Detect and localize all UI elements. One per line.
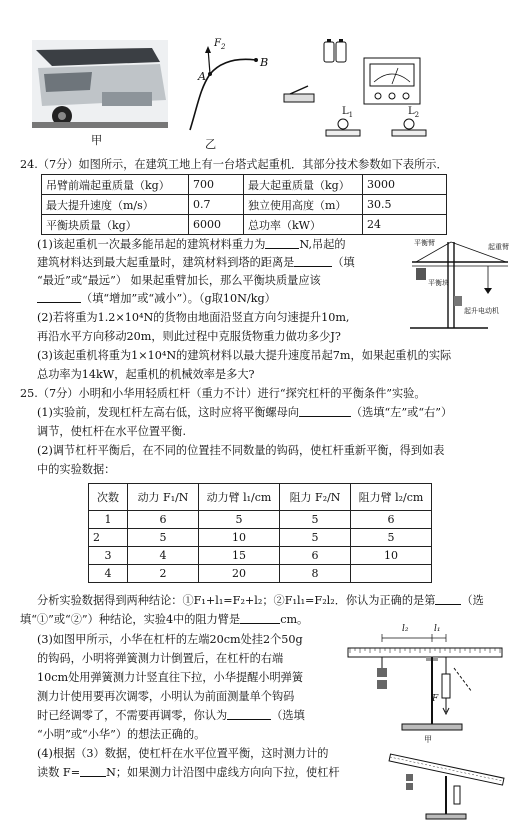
table-cell: 最大提升速度（m/s） xyxy=(42,195,189,215)
table-cell: 总功率（kW） xyxy=(244,215,363,235)
table-cell: 5 xyxy=(280,511,351,529)
table-cell: 5 xyxy=(351,529,432,547)
table-cell: 20 xyxy=(199,565,280,583)
q25-s1-line2: 调节，使杠杆在水平位置平衡. xyxy=(37,425,186,438)
crane-spec-table xyxy=(41,174,447,235)
l2-label: l₂ xyxy=(402,624,409,634)
q25-s3-line2: 的钩码，小明将弹簧测力计倒置后，在杠杆的右端 xyxy=(37,652,284,665)
table-row xyxy=(89,529,432,547)
table-cell: 5 xyxy=(280,529,351,547)
q24-s2-line2: 再沿水平方向移动20m，则此过程中克服货物重力做功多少J? xyxy=(37,330,341,343)
table-cell: 3 xyxy=(89,547,128,565)
q25-analysis-line1: 分析实验数据得到两种结论：①F₁+l₁=F₂+l₂；②F₁l₁=F₂l₂．你认为正确的是第 （选 xyxy=(37,594,484,607)
answer-blank[interactable] xyxy=(80,765,106,777)
force-f2-label: F xyxy=(214,38,221,49)
q25-s4-line1: (4)根据（3）数据，使杠杆在水平位置平衡，这时测力计的 xyxy=(37,747,329,760)
table-cell: 24 xyxy=(363,215,447,235)
table-cell: 6 xyxy=(351,511,432,529)
table-cell: 3000 xyxy=(363,175,447,195)
answer-blank[interactable] xyxy=(227,708,271,720)
table-cell[interactable] xyxy=(351,565,432,583)
bulb-l2-label: L xyxy=(408,106,415,117)
lever-curve-diagram: $F_2$ A B xyxy=(170,34,280,134)
label-counterweight: 平衡块 xyxy=(428,279,449,287)
bulb-l1-label: L xyxy=(342,106,349,117)
figure-label-jia: 甲 xyxy=(424,735,432,744)
force-f-label: F xyxy=(432,694,439,704)
table-cell: 0.7 xyxy=(189,195,244,215)
q25-s3-line1: (3)如图甲所示，小华在杠杆的左端20cm处挂2个50g xyxy=(37,633,303,646)
answer-blank[interactable] xyxy=(37,291,81,303)
lever-figure-jia xyxy=(342,624,508,744)
q25-intro: 25.（7分）小明和小华用轻质杠杆（重力不计）进行“探究杠杆的平衡条件”实验。 xyxy=(20,387,426,400)
table-cell: 独立使用高度（m） xyxy=(244,195,363,215)
table-cell: 6 xyxy=(280,547,351,565)
q25-s3-line3: 10cm处用弹簧测力计竖直往下拉，小华提醒小明弹簧 xyxy=(37,671,304,684)
table-cell: 6 xyxy=(128,511,199,529)
q25-s2-line1: (2)调节杠杆平衡后，在不同的位置挂不同数量的钩码，使杠杆重新平衡，得到如表 xyxy=(37,444,445,457)
table-row xyxy=(89,565,432,583)
table-header: 阻力 F₂/N xyxy=(280,484,351,511)
label-motor: 起升电动机 xyxy=(464,307,499,315)
answer-blank[interactable] xyxy=(294,255,332,267)
answer-blank[interactable] xyxy=(265,237,299,249)
table-header: 阻力臂 l₂/cm xyxy=(351,484,432,511)
answer-blank[interactable] xyxy=(240,612,280,624)
q25-s4-line2: 读数 F= N；如果测力计沿图中虚线方向向下拉，使杠杆 xyxy=(37,766,340,779)
label-balance-arm: 平衡臂 xyxy=(414,239,435,247)
q24-s3-line1: (3)该起重机将重为1×10⁴N的建筑材料以最大提升速度吊起7m，如果起重机的实际 xyxy=(37,349,452,362)
table-cell: 最大起重质量（kg） xyxy=(244,175,363,195)
figure-label-jia: 甲 xyxy=(91,134,103,147)
lever-data-table xyxy=(88,483,432,583)
q25-s3-line5: 时已经调零了，不需要再调零，你认为 （选填 xyxy=(37,709,305,722)
figure-label-yi: 乙 xyxy=(205,138,217,151)
q25-s1-line1: (1)实验前，发现杠杆左高右低，这时应将平衡螺母向 （选填“左”或“右”） xyxy=(37,406,453,419)
table-row xyxy=(42,175,447,195)
q24-s1-line4: （填“增加”或“减小”）。（g取10N/kg） xyxy=(37,291,276,306)
table-cell: 6000 xyxy=(189,215,244,235)
q25-s3-line4: 测力计使用要再次调零，小明认为前面测量单个钩码 xyxy=(37,690,295,703)
table-cell: 2 xyxy=(89,529,128,547)
table-cell: 15 xyxy=(199,547,280,565)
table-cell: 5 xyxy=(199,511,280,529)
q24-s1-line3: “最近”或“最远”） 如果起重臂加长，那么平衡块质量应该 xyxy=(37,274,321,287)
table-cell: 10 xyxy=(199,529,280,547)
table-cell: 吊臂前端起重质量（kg） xyxy=(42,175,189,195)
label-boom: 起重臂 xyxy=(488,243,509,251)
point-a-label: A xyxy=(198,70,207,83)
table-cell: 4 xyxy=(128,547,199,565)
q24-s1-line2: 建筑材料达到最大起重量时，建筑材料到塔的距离是 （填 xyxy=(37,256,355,269)
table-cell: 2 xyxy=(128,565,199,583)
tower-crane-figure xyxy=(408,236,512,332)
table-cell: 1 xyxy=(89,511,128,529)
q25-s3-line6: “小明”或“小华”）的想法正确的。 xyxy=(37,728,206,741)
q24-s2-line1: (2)若将重为1.2×10⁴N的货物由地面沿竖直方向匀速提升10m, xyxy=(37,311,350,324)
answer-blank[interactable] xyxy=(435,593,461,605)
circuit-components-figure: $L_1$ $L_2$ xyxy=(280,38,455,148)
l1-label: l₁ xyxy=(434,624,441,634)
table-header: 次数 xyxy=(89,484,128,511)
q25-s2-line2: 中的实验数据： xyxy=(37,463,116,476)
q25-analysis-line2: 填“①”或“②”）种结论，实验4中的阻力臂是 cm。 xyxy=(20,613,309,626)
car-trunk-photo xyxy=(32,40,168,128)
q24-intro: 24.（7分）如图所示，在建筑工地上有一台塔式起重机．其部分技术参数如下表所示． xyxy=(20,158,448,171)
q24-s3-line2: 总功率为14kW，起重机的机械效率是多大? xyxy=(37,368,255,381)
table-cell: 4 xyxy=(89,565,128,583)
table-cell: 10 xyxy=(351,547,432,565)
table-cell: 平衡块质量（kg） xyxy=(42,215,189,235)
table-cell: 30.5 xyxy=(363,195,447,215)
point-b-label: B xyxy=(260,56,269,69)
lever-figure-tilted xyxy=(384,752,508,820)
table-row xyxy=(89,511,432,529)
table-row xyxy=(42,215,447,235)
table-header: 动力 F₁/N xyxy=(128,484,199,511)
table-row xyxy=(42,195,447,215)
answer-blank[interactable] xyxy=(299,405,351,417)
table-row xyxy=(89,547,432,565)
table-cell: 5 xyxy=(128,529,199,547)
table-header-row xyxy=(89,484,432,511)
q24-s1-line1: (1)该起重机一次最多能吊起的建筑材料重力为 N,吊起的 xyxy=(37,238,346,251)
table-header: 动力臂 l₁/cm xyxy=(199,484,280,511)
table-cell: 700 xyxy=(189,175,244,195)
table-cell: 8 xyxy=(280,565,351,583)
